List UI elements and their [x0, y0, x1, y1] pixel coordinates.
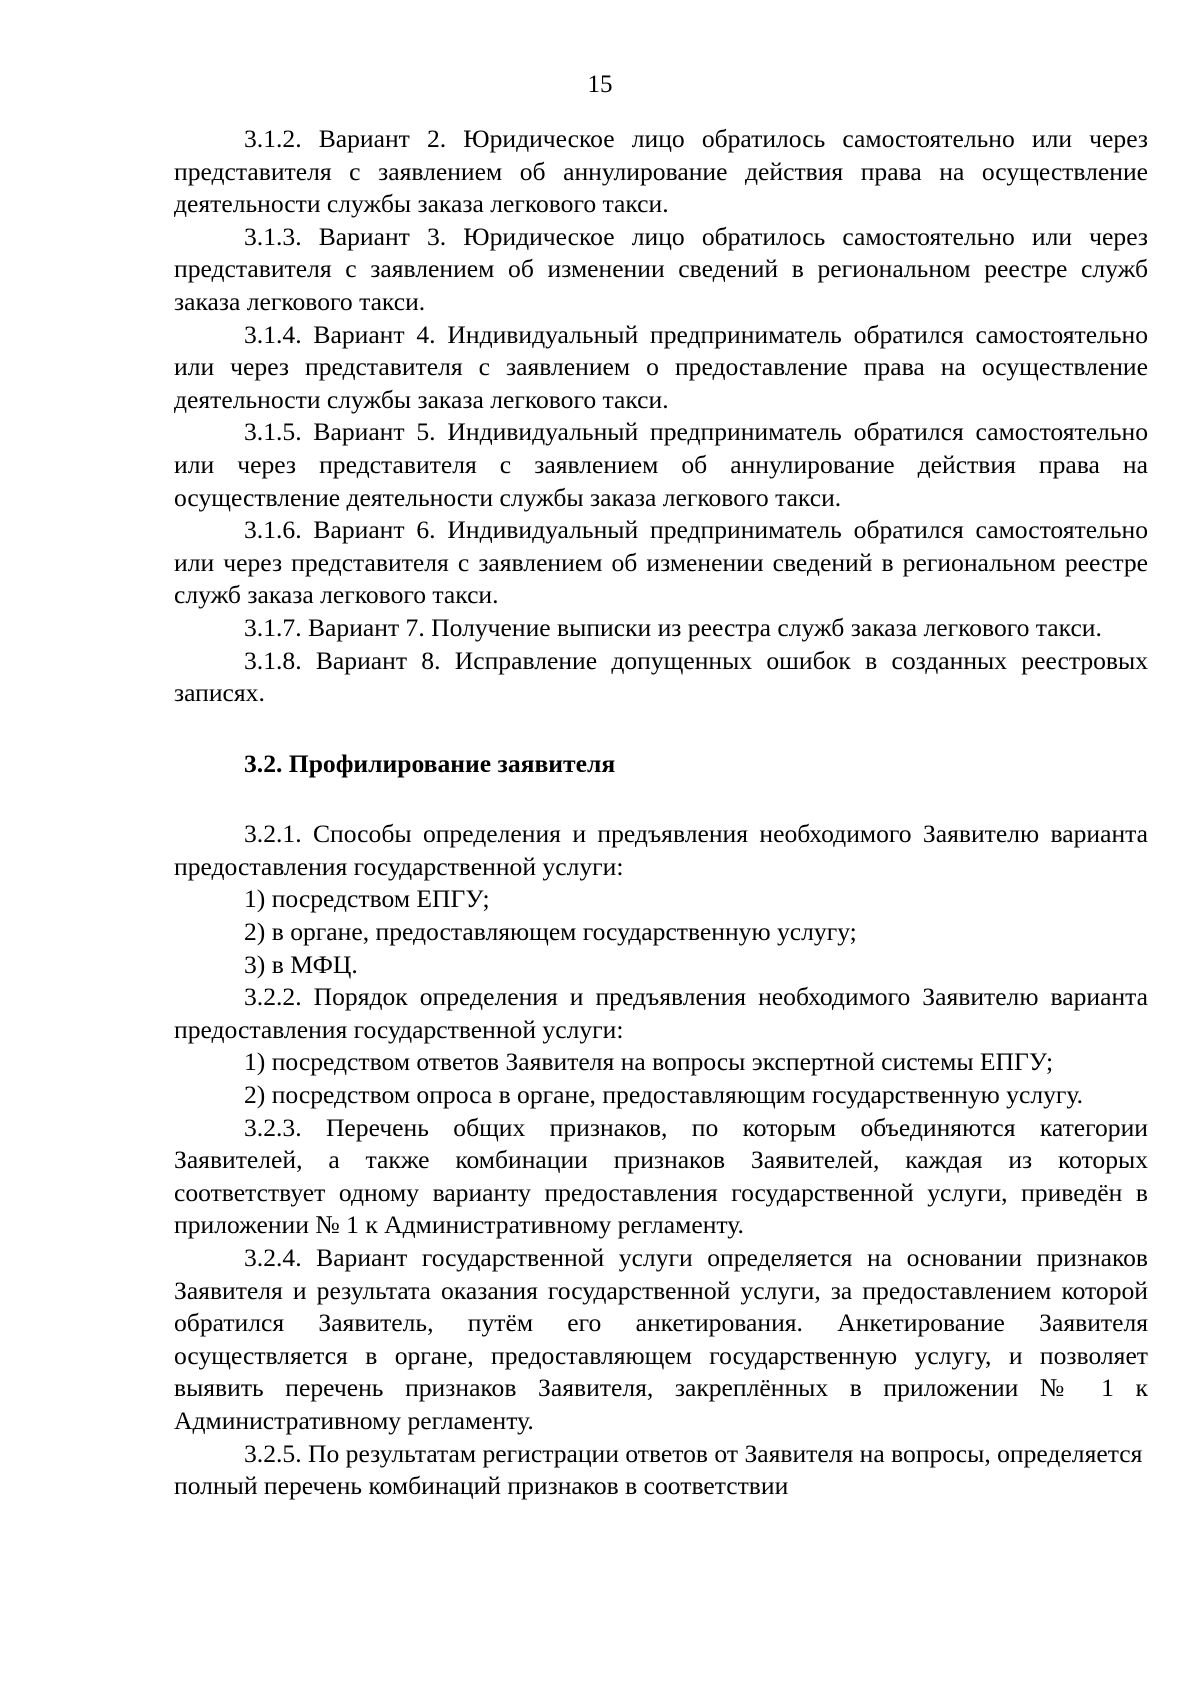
paragraph-3-1-8: 3.1.8. Вариант 8. Исправление допущенных ошибок в созданных реестровых записях.: [174, 645, 1148, 708]
paragraph-3-1-6: 3.1.6. Вариант 6. Индивидуальный предприниматель обратился самостоятельно или через представителя с заявлением об изменении сведений в региональном реестре служб заказа легкового такси.: [174, 515, 1148, 610]
list-item: 1) посредством ответов Заявителя на вопросы экспертной системы ЕПГУ;: [244, 1047, 1054, 1077]
page-number: 15: [587, 71, 613, 98]
list-item: 2) в органе, предоставляющем государственную услугу;: [244, 917, 857, 947]
list-item: 3) в МФЦ.: [244, 949, 358, 979]
paragraph-3-2-5: 3.2.5. По результатам регистрации ответов от Заявителя на вопросы, определяется полный перечень комбинаций признаков в соответствии: [174, 1438, 1143, 1501]
paragraph-3-1-3: 3.1.3. Вариант 3. Юридическое лицо обратилось самостоятельно или через представителя с заявлением об изменении сведений в региональном реестре служб заказа легкового такси.: [174, 221, 1148, 316]
paragraph-3-1-4: 3.1.4. Вариант 4. Индивидуальный предприниматель обратился самостоятельно или через представителя с заявлением о предоставление права на осуществление деятельности службы заказа легкового такси.: [174, 319, 1148, 414]
document-body: [174, 123, 1148, 1503]
section-heading-3-2: 3.2. Профилирование заявителя: [244, 748, 616, 778]
paragraph-3-1-2: 3.1.2. Вариант 2. Юридическое лицо обратилось самостоятельно или через представителя с заявлением об аннулирование действия права на осуществление деятельности службы заказа легкового такси.: [174, 124, 1148, 219]
list-item: 1) посредством ЕПГУ;: [244, 884, 490, 914]
paragraph-3-2-1: 3.2.1. Способы определения и предъявления необходимого Заявителю варианта предоставления государственной услуги:: [174, 819, 1148, 881]
paragraph-3-2-4: 3.2.4. Вариант государственной услуги определяется на основании признаков Заявителя и результата оказания государственной услуги, за предоставлением которой обратился Заявитель, путём его анкетирования. Анкетирование Заявителя осуществляется в органе, предоставляющем государственную услугу, и позволяет выявить перечень признаков Заявителя, закреплённых в приложении № 1 к Административному регламенту.: [174, 1243, 1148, 1435]
paragraph-3-2-3: 3.2.3. Перечень общих признаков, по которым объединяются категории Заявителей, а также комбинации признаков Заявителей, каждая из которых соответствует одному варианту предоставления государственной услуги, приведён в приложении № 1 к Административному регламенту.: [174, 1112, 1148, 1240]
paragraph-3-1-5: 3.1.5. Вариант 5. Индивидуальный предприниматель обратился самостоятельно или через представителя с заявлением об аннулирование действия права на осуществление деятельности службы заказа легкового такси.: [174, 417, 1148, 512]
paragraph-3-1-7: 3.1.7. Вариант 7. Получение выписки из реестра служб заказа легкового такси.: [244, 612, 1102, 642]
list-item: 2) посредством опроса в органе, предоставляющим государственную услугу.: [244, 1080, 1084, 1110]
paragraph-3-2-2: 3.2.2. Порядок определения и предъявления необходимого Заявителю варианта предоставления государственной услуги:: [174, 982, 1148, 1044]
